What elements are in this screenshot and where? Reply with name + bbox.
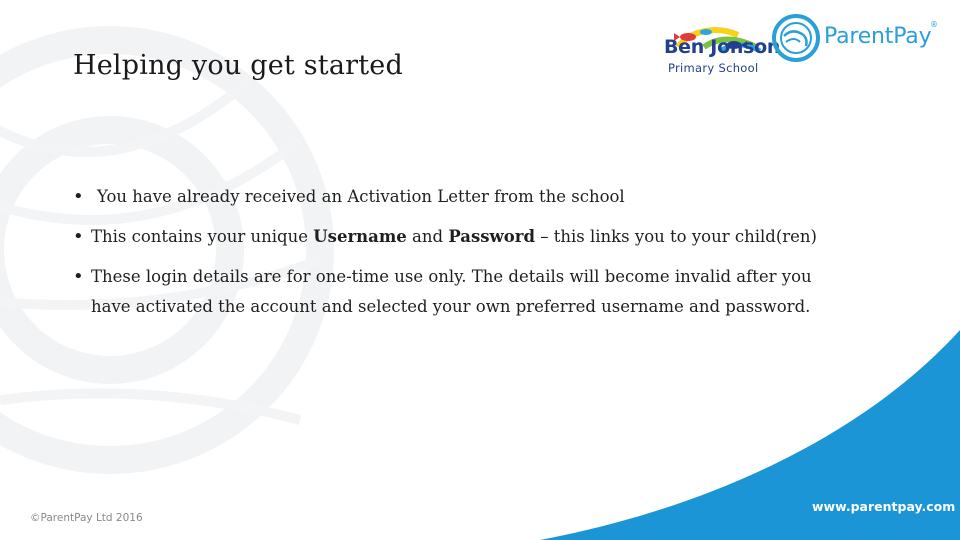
registered-mark: ® [930, 20, 938, 29]
bullet-list [73, 182, 853, 322]
parentpay-wordmark: ParentPay [824, 24, 932, 49]
bullet-text: – this links you to your child(ren) [535, 227, 817, 246]
bullet-item [73, 182, 853, 212]
bullet-text: This contains your unique [91, 227, 314, 246]
parentpay-logo-icon [772, 14, 820, 62]
bullet-item [73, 262, 853, 322]
bullet-text: and [406, 227, 449, 246]
bullet-text: These login details are for one-time use only. The details will become invalid after you have activated the account and selected your own preferred username and password. [91, 267, 812, 316]
school-name: Ben Jonson [664, 36, 781, 58]
password-emphasis: Password [448, 227, 535, 246]
bullet-item [73, 222, 853, 252]
bullet-glyph: • [73, 186, 84, 207]
school-subtitle: Primary School [668, 61, 759, 75]
website-url: www.parentpay.com [812, 499, 956, 514]
copyright-text: ©ParentPay Ltd 2016 [30, 512, 143, 524]
bullet-glyph: • [73, 266, 84, 287]
username-emphasis: Username [313, 227, 407, 246]
bullet-text: You have already received an Activation Letter from the school [97, 187, 625, 206]
bullet-glyph: • [73, 226, 84, 247]
slide-title: Helping you get started [73, 50, 403, 81]
